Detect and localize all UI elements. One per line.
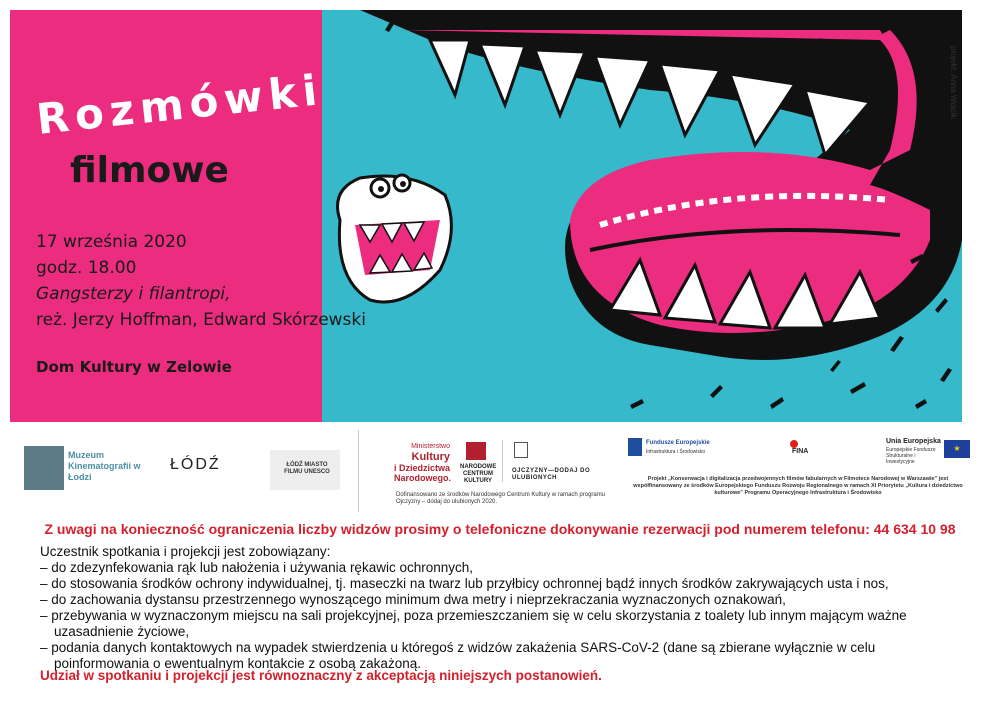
fundusze-sub: Infrastruktura i Środowisko bbox=[646, 449, 706, 455]
film-director: reż. Jerzy Hoffman, Edward Skórzewski bbox=[36, 310, 366, 330]
rule-item: – podania danych kontaktowych na wypadek stwierdzenia u któregoś z widzów zakażenia SARS-CoV-2 (dane są zbierane wyłącznie w celu bbox=[40, 640, 876, 655]
mkid-line4: Narodowego. bbox=[394, 473, 452, 483]
nck-divider bbox=[502, 440, 503, 482]
film-title: Gangsterzy i filantropi, bbox=[36, 284, 231, 304]
rule-item: – do zachowania dystansu przestrzennego wynoszącego minimum dwa metry i nieprzekraczania wyznaczonych oznakowań, bbox=[40, 592, 786, 607]
mkid-line3: i Dziedzictwa bbox=[394, 463, 451, 473]
ue-logo: Unia Europejska bbox=[886, 438, 941, 445]
fina-dot bbox=[790, 440, 798, 448]
nck-logo: NARODOWE CENTRUM KULTURY bbox=[460, 464, 497, 484]
rule-item: – do zdezynfekowania rąk lub nałożenia i używania rękawic ochronnych, bbox=[40, 560, 473, 575]
fina-logo: FINA bbox=[792, 448, 809, 455]
ojczyzny-icon bbox=[514, 442, 528, 458]
rule-item-continued: poinformowania o ewentualnym kontakcie z osobą zakażoną. bbox=[54, 656, 421, 671]
muzeum-logo-icon bbox=[24, 446, 64, 490]
sponsor-logos bbox=[10, 430, 962, 512]
event-venue: Dom Kultury w Zelowie bbox=[36, 358, 232, 376]
rules-list bbox=[40, 544, 970, 672]
ue-sub: Europejskie Fundusze Strukturalne i Inwestycyjne bbox=[886, 447, 936, 465]
lodz-unesco-logo: ŁÓDŹ MIASTO FILMU UNESCO bbox=[284, 462, 330, 475]
design-credit: projekt: Anna Wojcik bbox=[949, 46, 958, 119]
fundusze-logo: Fundusze Europejskie bbox=[646, 440, 710, 446]
lodz-logo: ŁÓDŹ bbox=[170, 456, 221, 473]
rule-item-continued: uzasadnienie życiowe, bbox=[54, 624, 190, 639]
rule-item: – do stosowania środków ochrony indywidualnej, tj. maseczki na twarz lub przyłbicy ochronnej bądź innych środków zakrywających usta i nos, bbox=[40, 576, 889, 591]
rule-item: – przebywania w wyznaczonym miejscu na sali projekcyjnej, poza przemieszczaniem się w celu skorzystania z toalety lub innym mającym ważne bbox=[40, 608, 907, 623]
mkid-line1: Ministerstwo bbox=[411, 443, 450, 450]
projekt-text: Projekt „Konserwacja i digitalizacja przedwojennych filmów fabularnych w Filmotece Narodowej w Warszawie" jest współfinansowany ze środków Europejskiego Funduszu Rozwoju Regionalnego w ramach XI Priorytetu „Kultura i dziedzictwo kulturowe" Programu Operacyjnego Infrastruktura i Środowisko bbox=[633, 476, 963, 496]
mkid-line2: Kultury bbox=[411, 451, 450, 463]
muzeum-name: Muzeum Kinematografii w Łodzi bbox=[68, 450, 141, 482]
title-rozmowki: Rozmówki bbox=[34, 65, 326, 144]
acceptance-statement: Udział w spotkaniu i projekcji jest równoznaczny z akceptacją niniejszych postanowień. bbox=[40, 668, 602, 683]
small-monster bbox=[338, 175, 452, 302]
event-poster bbox=[10, 10, 962, 422]
ojczyzny-logo: OJCZYZNY—DODAJ DO ULUBIONYCH bbox=[512, 468, 591, 481]
fundusze-emblem bbox=[628, 438, 642, 456]
event-time: godz. 18.00 bbox=[36, 258, 137, 278]
nck-emblem bbox=[466, 442, 486, 460]
logo-divider bbox=[358, 430, 359, 512]
mkid-logo bbox=[394, 442, 450, 483]
reservation-notice: Z uwagi na konieczność ograniczenia liczby widzów prosimy o telefoniczne dokonywanie rezerwacji pod numerem telefonu: 44 634 10 98 bbox=[44, 521, 956, 537]
rules-intro: Uczestnik spotkania i projekcji jest zobowiązany: bbox=[40, 544, 331, 559]
eu-flag-icon: ★ bbox=[944, 440, 970, 458]
title-filmowe: filmowe bbox=[70, 150, 229, 191]
event-date: 17 września 2020 bbox=[36, 232, 187, 252]
dofinansowano-text: Dofinansowano ze środków Narodowego Centrum Kultury w ramach programu Ojczyzny – dodaj do ulubionych 2020. bbox=[396, 492, 606, 505]
